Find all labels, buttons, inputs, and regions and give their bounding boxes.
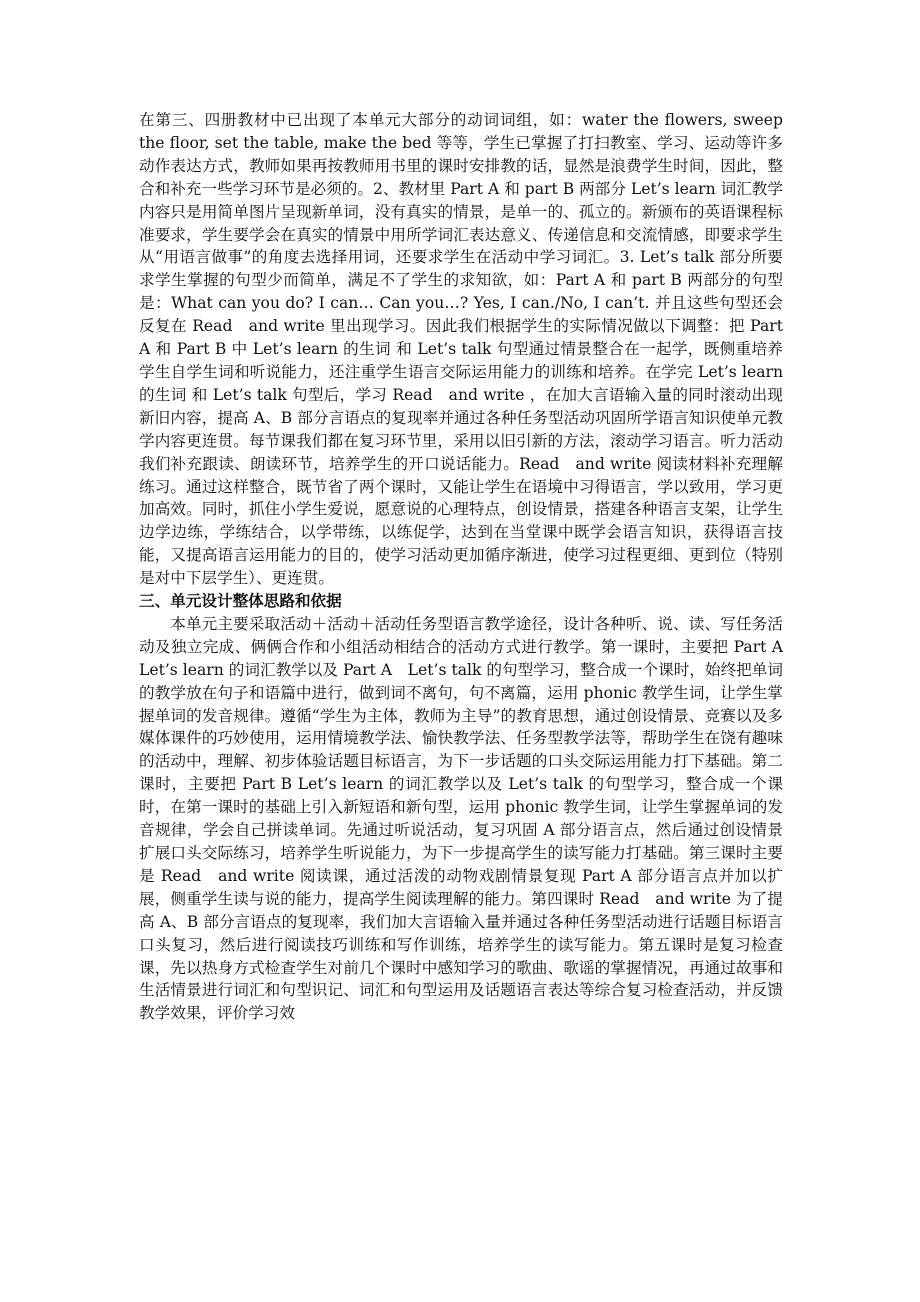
body-paragraph: 本单元主要采取活动＋活动＋活动任务型语言教学途径，设计各种听、说、读、写任务活动及独立完成、俩俩合作和小组活动相结合的活动方式进行教学。第一课时，主要把 Part A Let’s learn 的词汇教学以及 Part A Let’s talk 的句型学习，整合成一个课时，始终把单词的教学放在句子和语篇中进行，做到词不离句，句不离篇，运用 phonic 教学生词，让学生掌握单词的发音规律。遵循“学生为主体，教师为主导”的教育思想，通过创设情景、竞赛以及多媒体课件的巧妙使用，运用情境教学法、愉快教学法、任务型教学法等，帮助学生在饶有趣味的活动中，理解、初步体验话题目标语言，为下一步话题的口头交际运用能力打下基础。第二课时，主要把 Part B Let’s learn 的词汇教学以及 Let’s talk 的句型学习，整合成一个课时，在第一课时的基础上引入新短语和新句型，运用 phonic 教学生词，让学生掌握单词的发音规律，学会自己拼读单词。先通过听说活动，复习巩固 A 部分语言点，然后通过创设情景扩展口头交际练习，培养学生听说能力，为下一步提高学生的读写能力打基础。第三课时主要是 Read and write 阅读课，通过活泼的动物戏剧情景复现 Part A 部分语言点并加以扩展，侧重学生读与说的能力，提高学生阅读理解的能力。第四课时 Read and write 为了提高 A、B 部分言语点的复现率，我们加大言语输入量并通过各种任务型活动进行话题目标语言口头复习，然后进行阅读技巧训练和写作训练，培养学生的读写能力。第五课时是复习检查课，先以热身方式检查学生对前几个课时中感知学习的歌曲、歌谣的掌握情况，再通过故事和生活情景进行词汇和句型识记、词汇和句型运用及话题语言表达等综合复习检查活动，并反馈教学效果，评价学习效 [139,614,783,1023]
body-paragraph: 在第三、四册教材中已出现了本单元大部分的动词词组，如：water the flowers, sweep the floor, set the table, make the bed 等等，学生已掌握了打扫教室、学习、运动等许多动作表达方式，教师如果再按教师用书里的课时安排教的话，显然是浪费学生时间，因此，整合和补充一些学习环节是必须的。2、教材里 Part A 和 part B 两部分 Let’s learn 词汇教学内容只是用简单图片呈现新单词，没有真实的情景，是单一的、孤立的。新颁布的英语课程标准要求，学生要学会在真实的情景中用所学词汇表达意义、传递信息和交流情感，即要求学生从“用语言做事”的角度去选择用词，还要求学生在活动中学习词汇。3. Let’s talk 部分所要求学生掌握的句型少而简单，满足不了学生的求知欲，如：Part A 和 part B 两部分的句型是：What can you do? I can… Can you…? Yes, I can./No, I can’t. 并且这些句型还会反复在 Read and write 里出现学习。因此我们根据学生的实际情况做以下调整：把 Part A 和 Part B 中 Let’s learn 的生词 和 Let’s talk 句型通过情景整合在一起学，既侧重培养学生自学生词和听说能力，还注重学生语言交际运用能力的训练和培养。在学完 Let’s learn 的生词 和 Let’s talk 句型后，学习 Read and write ，在加大言语输入量的同时滚动出现新旧内容，提高 A、B 部分言语点的复现率并通过各种任务型活动巩固所学语言知识使单元教学内容更连贯。每节课我们都在复习环节里，采用以旧引新的方法，滚动学习语言。听力活动我们补充跟读、朗读环节，培养学生的开口说话能力。Read and write 阅读材料补充理解练习。通过这样整合，既节省了两个课时，又能让学生在语境中习得语言，学以致用，学习更加高效。同时，抓住小学生爱说，愿意说的心理特点，创设情景，搭建各种语言支架，让学生边学边练，学练结合，以学带练，以练促学，达到在当堂课中既学会语言知识，获得语言技能，又提高语言运用能力的目的，使学习活动更加循序渐进，使学习过程更细、更到位（特别是对中下层学生）、更连贯。 [139,111,783,588]
section-heading: 三、单元设计整体思路和依据 [139,592,342,611]
document-page [139,109,783,1025]
